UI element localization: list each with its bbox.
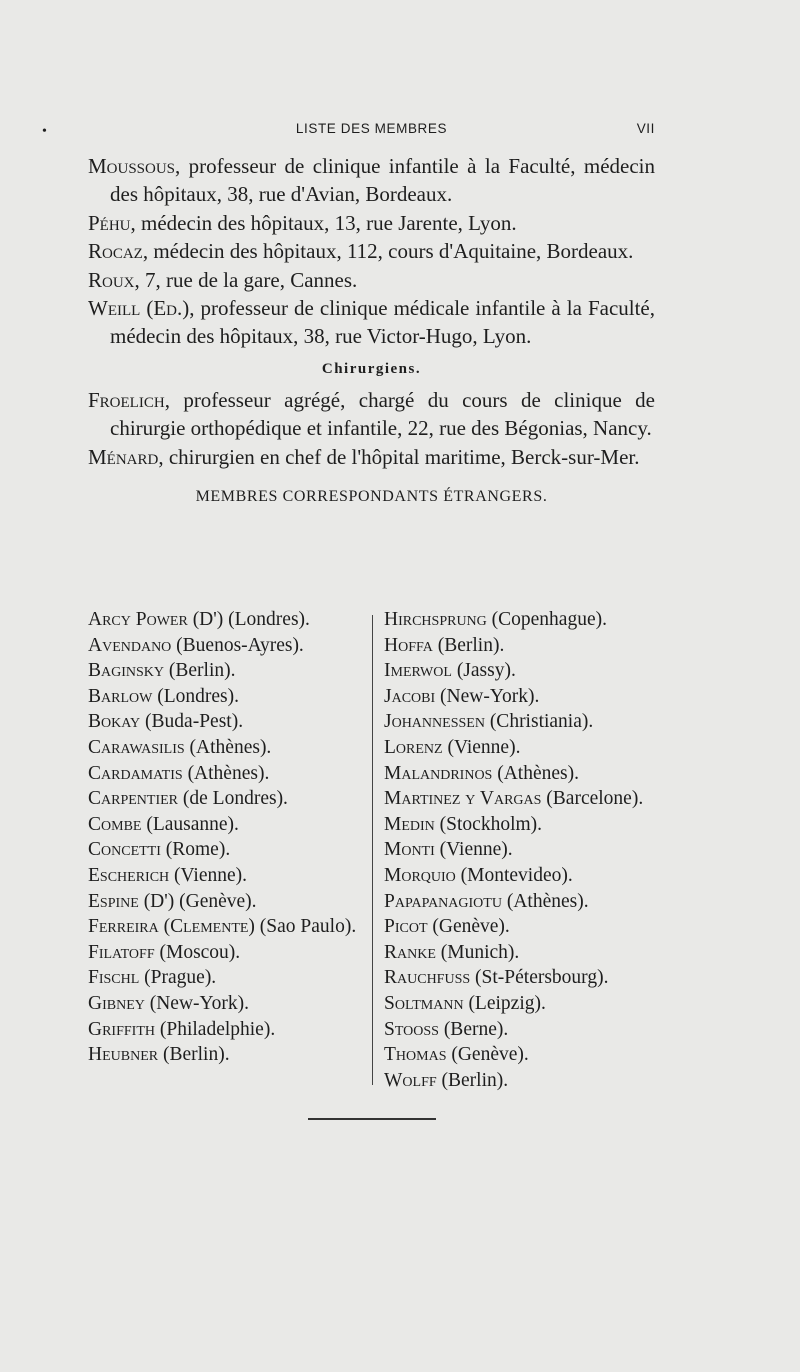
member-entry bbox=[88, 863, 358, 889]
member-name: Arcy Power bbox=[88, 609, 188, 630]
column-divider bbox=[372, 615, 373, 1085]
member-details: (Genève). bbox=[427, 916, 510, 938]
member-entry bbox=[88, 735, 358, 761]
member-details: (Berne). bbox=[438, 1018, 509, 1040]
member-entry bbox=[88, 761, 358, 787]
member-name: Weill (Ed.) bbox=[88, 296, 190, 321]
page-number: VII bbox=[636, 121, 655, 136]
member-details: (Londres). bbox=[152, 685, 239, 707]
member-name: Ménard bbox=[88, 444, 159, 469]
member-details: (D') (Genève). bbox=[138, 890, 257, 912]
member-entry bbox=[88, 812, 358, 838]
member-name: Martinez y Vargas bbox=[384, 788, 542, 810]
member-name: Ranke bbox=[384, 941, 436, 963]
member-name: Picot bbox=[384, 916, 428, 938]
member-name: Bokay bbox=[88, 711, 141, 733]
member-entry bbox=[88, 889, 358, 915]
member-details: (Berlin). bbox=[164, 660, 236, 682]
main-text bbox=[88, 152, 655, 507]
member-name: Hirchsprung bbox=[384, 609, 487, 630]
member-details: (Lausanne). bbox=[141, 813, 239, 835]
member-entry bbox=[384, 991, 674, 1017]
member-details: (D') (Londres). bbox=[187, 609, 310, 630]
member-details: (Christiania). bbox=[484, 711, 594, 733]
member-details: (Genève). bbox=[446, 1044, 529, 1066]
member-name: Roux bbox=[88, 267, 135, 292]
member-name: Baginsky bbox=[88, 660, 165, 682]
member-details: (Montevideo). bbox=[455, 864, 573, 886]
member-details: (Buenos-Ayres). bbox=[171, 634, 304, 656]
member-name: Concetti bbox=[88, 839, 161, 861]
member-entry bbox=[384, 633, 674, 659]
member-details: , chirurgien en chef de l'hôpital maritime, Berck-sur-Mer. bbox=[158, 444, 640, 469]
member-details: (Athènes). bbox=[501, 890, 589, 912]
member-details: (Vienne). bbox=[434, 839, 513, 861]
member-entry bbox=[88, 633, 358, 659]
member-details: (Athènes). bbox=[182, 762, 270, 784]
member-entry bbox=[88, 209, 655, 237]
member-entry bbox=[384, 837, 674, 863]
member-entry bbox=[88, 684, 358, 710]
member-entry bbox=[88, 940, 358, 966]
member-name: Carpentier bbox=[88, 788, 179, 810]
member-details: (Vienne). bbox=[442, 736, 521, 758]
member-entry bbox=[384, 812, 674, 838]
member-entry bbox=[88, 786, 358, 812]
member-entry bbox=[88, 386, 655, 443]
member-name: Monti bbox=[384, 839, 435, 861]
member-details: (Stockholm). bbox=[434, 813, 543, 835]
member-name: Rocaz bbox=[88, 239, 143, 264]
member-name: Moussous bbox=[88, 154, 176, 178]
member-name: Espine bbox=[88, 890, 139, 912]
member-details: , médecin des hôpitaux, 13, rue Jarente, Lyon. bbox=[130, 210, 517, 235]
member-name: Wolff bbox=[384, 1069, 437, 1091]
member-details: , professeur de clinique infantile à la Faculté, médecin des hôpitaux, 38, rue d'Avian, Bordeaux. bbox=[110, 154, 655, 207]
footer-rule bbox=[308, 1118, 436, 1120]
margin-mark: • bbox=[42, 124, 47, 139]
member-name: Filatoff bbox=[88, 941, 155, 963]
member-details: (Rome). bbox=[160, 839, 231, 861]
member-entry bbox=[384, 863, 674, 889]
member-details: (Athènes). bbox=[184, 736, 272, 758]
member-name: Fischl bbox=[88, 967, 140, 989]
member-name: Froelich bbox=[88, 387, 165, 412]
member-name: Medin bbox=[384, 813, 435, 835]
member-entry bbox=[384, 914, 674, 940]
member-entry bbox=[384, 1017, 674, 1043]
member-entry bbox=[88, 607, 358, 633]
member-entry bbox=[384, 735, 674, 761]
member-details: (St-Pétersbourg). bbox=[470, 967, 609, 989]
member-details: , médecin des hôpitaux, 112, cours d'Aquitaine, Bordeaux. bbox=[142, 239, 634, 264]
member-details: (Berlin). bbox=[432, 634, 505, 656]
member-entry bbox=[88, 837, 358, 863]
member-entry bbox=[88, 1017, 358, 1043]
member-entry bbox=[384, 709, 674, 735]
member-details: (Moscou). bbox=[154, 941, 241, 963]
member-details: (Berlin). bbox=[158, 1044, 230, 1066]
member-entry bbox=[384, 889, 674, 915]
member-name: Combe bbox=[88, 813, 142, 835]
member-details: (de Londres). bbox=[178, 788, 288, 810]
member-details: (Athènes). bbox=[492, 762, 579, 784]
member-details: (Leipzig). bbox=[463, 992, 546, 1014]
member-entry bbox=[384, 965, 674, 991]
member-entry bbox=[88, 266, 655, 294]
member-name: Malandrinos bbox=[384, 762, 493, 784]
member-entry bbox=[88, 965, 358, 991]
foreign-right-column bbox=[384, 607, 674, 1093]
member-details: (Buda-Pest). bbox=[140, 711, 244, 733]
member-name: Griffith bbox=[88, 1018, 155, 1040]
member-name: Barlow bbox=[88, 685, 153, 707]
member-name: Papapanagiotu bbox=[384, 890, 502, 912]
running-title: LISTE DES MEMBRES bbox=[295, 121, 448, 136]
member-entry bbox=[88, 658, 358, 684]
member-entry bbox=[384, 786, 674, 812]
surgeons-list bbox=[88, 386, 655, 471]
member-entry bbox=[384, 761, 674, 787]
member-name: Escherich bbox=[88, 864, 170, 886]
member-details: (Copenhague). bbox=[486, 609, 607, 630]
member-name: Heubner bbox=[88, 1044, 159, 1066]
member-name: Carawasilis bbox=[88, 736, 185, 758]
member-entry bbox=[384, 658, 674, 684]
member-name: Stooss bbox=[384, 1018, 439, 1040]
member-entry bbox=[384, 940, 674, 966]
member-name: Morquio bbox=[384, 864, 456, 886]
member-details: (Berlin). bbox=[436, 1069, 509, 1091]
member-details: (New-York). bbox=[144, 992, 250, 1014]
member-name: Johannessen bbox=[384, 711, 485, 733]
member-details: (Sao Paulo). bbox=[254, 916, 357, 938]
member-entry bbox=[88, 294, 655, 351]
entries-top bbox=[88, 152, 655, 351]
member-entry bbox=[88, 152, 655, 209]
member-details: (Philadelphie). bbox=[154, 1018, 276, 1040]
member-entry bbox=[88, 914, 358, 940]
member-details: , 7, rue de la gare, Cannes. bbox=[134, 267, 358, 292]
member-name: Thomas bbox=[384, 1044, 447, 1066]
member-entry bbox=[384, 607, 674, 633]
member-details: (New-York). bbox=[435, 685, 540, 707]
member-details: (Vienne). bbox=[169, 864, 248, 886]
member-name: Lorenz bbox=[384, 736, 443, 758]
member-details: (Munich). bbox=[435, 941, 520, 963]
member-entry bbox=[88, 443, 655, 471]
member-name: Avendano bbox=[88, 634, 172, 656]
member-entry bbox=[88, 237, 655, 265]
member-details: , professeur agrégé, chargé du cours de clinique de chirurgie orthopédique et infantile, 22, rue des Bégonias, Nancy. bbox=[110, 387, 655, 441]
member-name: Imerwol bbox=[384, 660, 452, 682]
member-entry bbox=[384, 684, 674, 710]
member-name: Rauchfuss bbox=[384, 967, 471, 989]
member-name: Ferreira (Clemente) bbox=[88, 916, 255, 938]
member-entry bbox=[88, 709, 358, 735]
member-name: Cardamatis bbox=[88, 762, 183, 784]
member-name: Jacobi bbox=[384, 685, 436, 707]
member-details: (Prague). bbox=[139, 967, 217, 989]
member-entry bbox=[88, 991, 358, 1017]
surgeons-heading: Chirurgiens. bbox=[321, 360, 422, 377]
member-entry bbox=[384, 1068, 674, 1094]
member-details: , professeur de clinique médicale infantile à la Faculté, médecin des hôpitaux, 38, rue Victor-Hugo, Lyon. bbox=[110, 296, 656, 349]
member-name: Péhu bbox=[88, 210, 131, 235]
running-header bbox=[88, 121, 655, 141]
member-entry bbox=[88, 1042, 358, 1068]
foreign-left-column bbox=[88, 607, 358, 1068]
member-details: (Jassy). bbox=[451, 660, 516, 682]
member-name: Gibney bbox=[88, 992, 145, 1014]
member-name: Soltmann bbox=[384, 992, 464, 1014]
foreign-members-columns bbox=[88, 607, 673, 1107]
member-name: Hoffa bbox=[384, 634, 433, 656]
foreign-members-heading: MEMBRES CORRESPONDANTS ÉTRANGERS. bbox=[195, 488, 548, 506]
member-details: (Barcelone). bbox=[541, 788, 644, 810]
member-entry bbox=[384, 1042, 674, 1068]
